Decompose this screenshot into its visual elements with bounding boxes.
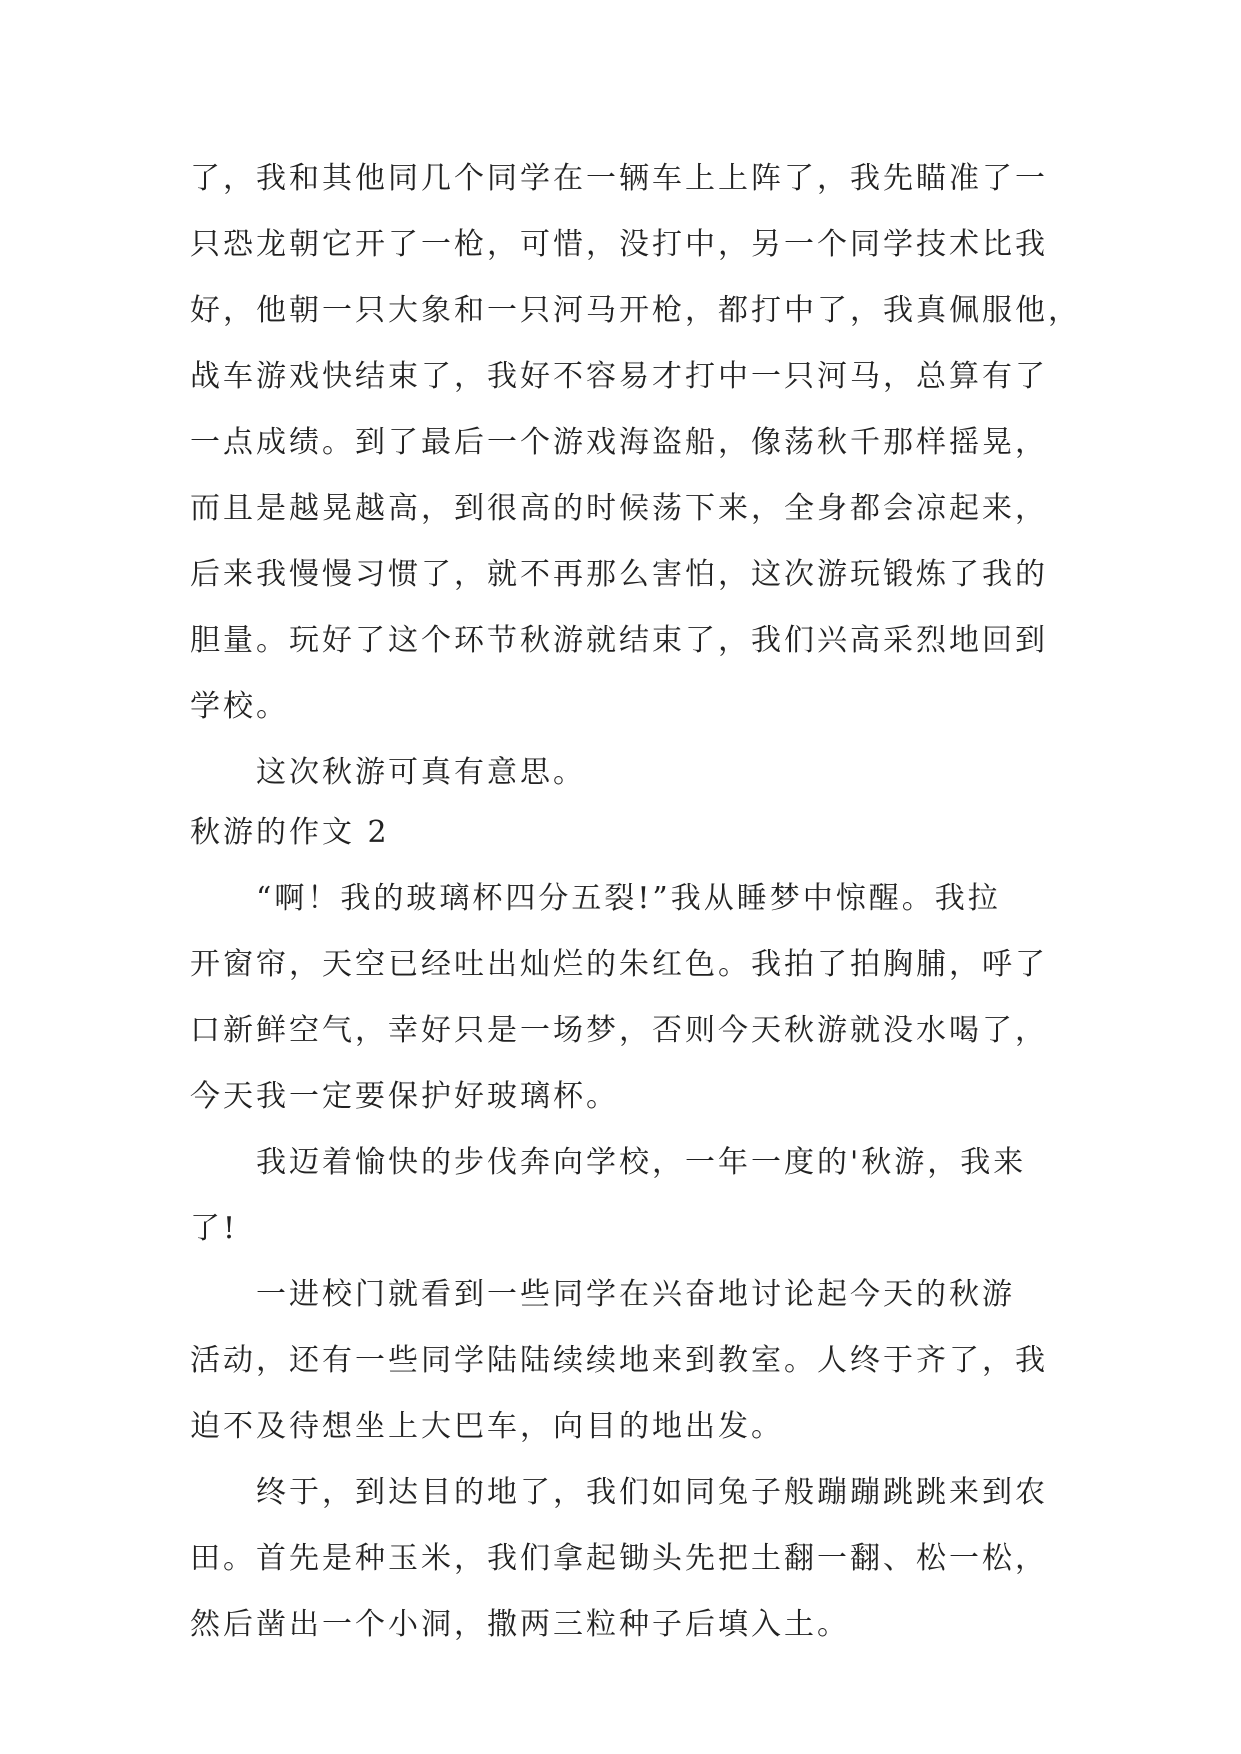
essay2-paragraph-1 xyxy=(190,866,1050,1130)
essay2-paragraph-4 xyxy=(190,1460,1050,1658)
paragraph-line: 了，我和其他同几个同学在一辆车上上阵了，我先瞄准了一 xyxy=(190,161,1048,196)
essay2-heading-block xyxy=(190,800,1050,866)
paragraph-line: 了! xyxy=(190,1211,239,1246)
paragraph-line: 我迈着愉快的步伐奔向学校，一年一度的'秋游，我来 xyxy=(256,1145,1027,1180)
paragraph-line: 学校。 xyxy=(190,689,289,724)
paragraph-line: 口新鲜空气，幸好只是一场梦，否则今天秋游就没水喝了， xyxy=(190,1013,1048,1048)
paragraph-line: “啊！我的玻璃杯四分五裂!”我从睡梦中惊醒。我拉 xyxy=(256,881,1001,916)
essay2-body xyxy=(190,866,1050,1658)
paragraph-line: 一点成绩。到了最后一个游戏海盗船，像荡秋千那样摇晃， xyxy=(190,425,1048,460)
paragraph-line: 然后凿出一个小洞，撒两三粒种子后填入土。 xyxy=(190,1607,850,1642)
paragraph-line: 胆量。玩好了这个环节秋游就结束了，我们兴高采烈地回到 xyxy=(190,623,1048,658)
paragraph-line: 活动，还有一些同学陆陆续续地来到教室。人终于齐了，我 xyxy=(190,1343,1048,1378)
essay2-paragraph-2 xyxy=(190,1130,1050,1262)
paragraph-line: 而且是越晃越高，到很高的时候荡下来，全身都会凉起来， xyxy=(190,491,1048,526)
essay2-paragraph-3 xyxy=(190,1262,1050,1460)
paragraph-line: 开窗帘，天空已经吐出灿烂的朱红色。我拍了拍胸脯，呼了 xyxy=(190,947,1048,982)
paragraph-line: 迫不及待想坐上大巴车，向目的地出发。 xyxy=(190,1409,784,1444)
paragraph-line: 只恐龙朝它开了一枪，可惜，没打中，另一个同学技术比我 xyxy=(190,227,1048,262)
essay2-title: 秋游的作文 2 xyxy=(190,815,390,850)
paragraph-line: 今天我一定要保护好玻璃杯。 xyxy=(190,1079,619,1114)
closing-paragraph: 这次秋游可真有意思。 xyxy=(256,755,586,790)
paragraph-line: 终于，到达目的地了，我们如同兔子般蹦蹦跳跳来到农 xyxy=(256,1475,1048,1510)
paragraph-line: 好，他朝一只大象和一只河马开枪，都打中了，我真佩服他， xyxy=(190,293,1081,328)
paragraph-line: 田。首先是种玉米，我们拿起锄头先把土翻一翻、松一松， xyxy=(190,1541,1048,1576)
paragraph-line: 后来我慢慢习惯了，就不再那么害怕，这次游玩锻炼了我的 xyxy=(190,557,1048,592)
paragraph-line: 战车游戏快结束了，我好不容易才打中一只河马，总算有了 xyxy=(190,359,1048,394)
essay1-continuation-paragraph xyxy=(190,146,1081,806)
paragraph-line: 一进校门就看到一些同学在兴奋地讨论起今天的秋游 xyxy=(256,1277,1015,1312)
